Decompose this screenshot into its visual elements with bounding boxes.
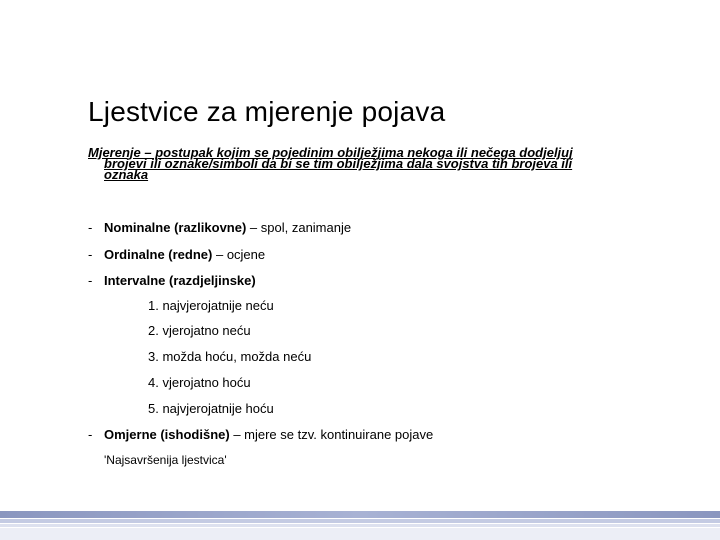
definition-line-2: brojevi ili oznake/simboli da bi se tim obilježjima dala svojstva tih brojeva ili [104,156,573,171]
bullet-term: Omjerne (ishodišne) [104,427,230,442]
scale-item-3: 3. možda hoću, možda neću [148,349,312,364]
bullet-interval [88,273,256,288]
bullet-dash: - [88,273,93,288]
bullet-term: Ordinalne (redne) [104,247,213,262]
definition-line-1: Mjerenje – postupak kojim se pojedinim obilježjima nekoga ili nečega dodjeljuj [88,145,573,160]
definition-text [88,147,628,180]
scale-item-4: 4. vjerojatno hoću [148,375,251,390]
bullet-ratio [88,427,433,442]
bullet-description: – ocjene [212,247,266,262]
footer-decoration-bar [0,511,720,518]
footer-decoration-stripe [0,528,720,540]
footer-decoration-stripe [0,524,720,527]
scale-item-1: 1. najvjerojatnije neću [148,298,274,313]
scale-item-2: 2. vjerojatno neću [148,323,251,338]
bullet-dash: - [88,427,93,442]
definition-line-3: oznaka [104,167,149,182]
bullet-ordinal [88,247,265,262]
bullet-description: – spol, zanimanje [246,220,352,235]
bullet-term: Nominalne (razlikovne) [104,220,247,235]
bullet-term: Intervalne (razdjeljinske) [104,273,256,288]
scale-item-5: 5. najvjerojatnije hoću [148,401,274,416]
bullet-description: – mjere se tzv. kontinuirane pojave [229,427,434,442]
slide-title: Ljestvice za mjerenje pojava [88,96,446,127]
ratio-note: 'Najsavršenija ljestvica' [104,453,227,467]
bullet-dash: - [88,247,93,262]
bullet-nominal [88,220,351,235]
footer-decoration-stripe [0,519,720,523]
bullet-dash: - [88,220,93,235]
